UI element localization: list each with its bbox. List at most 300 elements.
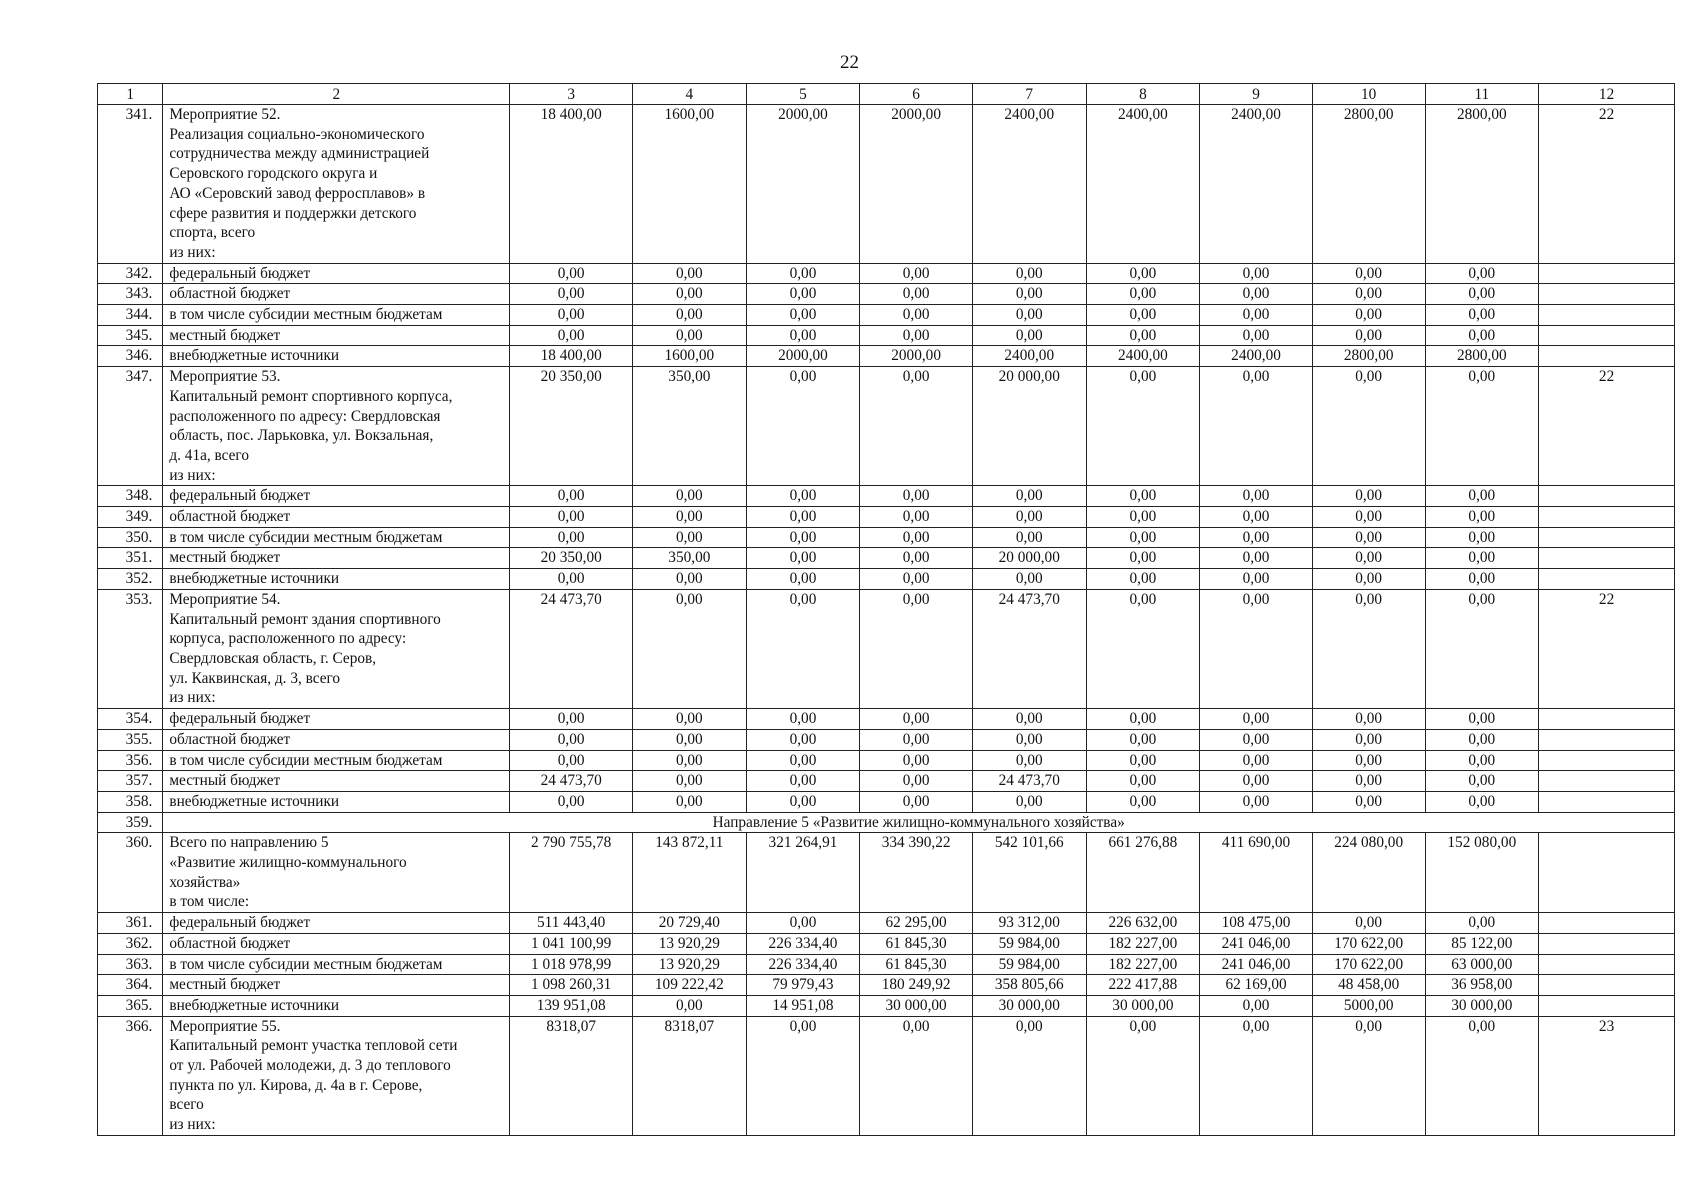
value-cell: 0,00 [1086, 771, 1200, 792]
row-name-line: спорта, всего [169, 224, 256, 242]
value-cell: 0,00 [1086, 325, 1200, 346]
value-cell: 0,00 [1312, 305, 1425, 326]
value-cell: 0,00 [860, 791, 973, 812]
header-cell: 11 [1425, 84, 1539, 105]
row-number: 348. [98, 486, 163, 507]
value-cell: 0,00 [510, 569, 633, 590]
value-cell: 241 046,00 [1200, 933, 1313, 954]
row-name: федеральный бюджет [163, 913, 510, 934]
row-name-line: Мероприятие 54. [169, 590, 281, 608]
value-cell: 0,00 [746, 486, 860, 507]
row-number: 346. [98, 346, 163, 367]
source-row [98, 284, 1675, 305]
source-row [98, 263, 1675, 284]
value-cell: 1600,00 [633, 105, 747, 264]
value-cell: 0,00 [1425, 750, 1539, 771]
value-cell: 0,00 [1425, 486, 1539, 507]
value-cell: 0,00 [633, 486, 747, 507]
value-cell: 0,00 [1200, 729, 1313, 750]
value-cell: 0,00 [746, 263, 860, 284]
value-cell: 48 458,00 [1312, 975, 1425, 996]
value-cell: 0,00 [510, 507, 633, 528]
value-cell: 152 080,00 [1425, 833, 1539, 913]
value-cell: 0,00 [1086, 589, 1200, 708]
row-name [163, 367, 510, 486]
value-cell: 0,00 [1425, 771, 1539, 792]
value-cell: 0,00 [633, 527, 747, 548]
value-cell: 0,00 [1086, 527, 1200, 548]
value-cell: 0,00 [860, 284, 973, 305]
source-row [98, 527, 1675, 548]
reference-cell [1539, 486, 1675, 507]
value-cell: 0,00 [1425, 367, 1539, 486]
value-cell: 0,00 [1312, 750, 1425, 771]
value-cell: 2000,00 [746, 105, 860, 264]
reference-cell [1539, 954, 1675, 975]
row-name: местный бюджет [163, 548, 510, 569]
row-number: 359. [98, 812, 163, 833]
reference-cell [1539, 263, 1675, 284]
row-name: внебюджетные источники [163, 995, 510, 1016]
value-cell: 0,00 [633, 569, 747, 590]
row-number: 352. [98, 569, 163, 590]
value-cell: 0,00 [1312, 1016, 1425, 1135]
reference-cell [1539, 771, 1675, 792]
header-cell: 8 [1086, 84, 1200, 105]
value-cell: 0,00 [1312, 913, 1425, 934]
value-cell: 108 475,00 [1200, 913, 1313, 934]
value-cell: 0,00 [633, 750, 747, 771]
value-cell: 0,00 [860, 709, 973, 730]
value-cell: 0,00 [860, 729, 973, 750]
reference-cell [1539, 791, 1675, 812]
value-cell: 0,00 [1312, 771, 1425, 792]
row-name [163, 833, 510, 913]
value-cell: 2400,00 [1086, 105, 1200, 264]
value-cell: 226 632,00 [1086, 913, 1200, 934]
row-name: местный бюджет [163, 975, 510, 996]
reference-cell [1539, 833, 1675, 913]
value-cell: 0,00 [1312, 486, 1425, 507]
value-cell: 0,00 [746, 709, 860, 730]
value-cell: 170 622,00 [1312, 954, 1425, 975]
value-cell: 2400,00 [1086, 346, 1200, 367]
row-name [163, 1016, 510, 1135]
value-cell: 0,00 [1086, 507, 1200, 528]
row-name-line: Реализация социально-экономического [169, 125, 425, 143]
row-number: 362. [98, 933, 163, 954]
value-cell: 0,00 [1425, 507, 1539, 528]
budget-table [97, 83, 1675, 1136]
reference-cell [1539, 548, 1675, 569]
value-cell: 0,00 [746, 729, 860, 750]
row-number: 345. [98, 325, 163, 346]
value-cell: 139 951,08 [510, 995, 633, 1016]
row-name-line: из них: [169, 689, 216, 707]
row-name-line: от ул. Рабочей молодежи, д. 3 до теплового [169, 1057, 451, 1075]
value-cell: 0,00 [972, 791, 1086, 812]
value-cell: 59 984,00 [972, 954, 1086, 975]
value-cell: 2400,00 [972, 105, 1086, 264]
reference-cell [1539, 284, 1675, 305]
row-number: 350. [98, 527, 163, 548]
value-cell: 0,00 [1200, 589, 1313, 708]
value-cell: 0,00 [860, 263, 973, 284]
value-cell: 0,00 [746, 913, 860, 934]
source-row [98, 709, 1675, 730]
row-name: в том числе субсидии местным бюджетам [163, 305, 510, 326]
value-cell: 0,00 [633, 305, 747, 326]
value-cell: 8318,07 [633, 1016, 747, 1135]
reference-cell [1539, 750, 1675, 771]
value-cell: 24 473,70 [972, 589, 1086, 708]
value-cell: 0,00 [1312, 367, 1425, 486]
reference-cell [1539, 305, 1675, 326]
row-name-line: корпуса, расположенного по адресу: [169, 630, 407, 648]
value-cell: 0,00 [1086, 486, 1200, 507]
value-cell: 62 169,00 [1200, 975, 1313, 996]
row-name-line: сфере развития и поддержки детского [169, 204, 417, 222]
reference-cell: 22 [1539, 105, 1675, 264]
value-cell: 0,00 [633, 791, 747, 812]
value-cell: 18 400,00 [510, 105, 633, 264]
reference-cell [1539, 325, 1675, 346]
value-cell: 0,00 [1425, 709, 1539, 730]
value-cell: 0,00 [510, 527, 633, 548]
row-number: 354. [98, 709, 163, 730]
value-cell: 182 227,00 [1086, 954, 1200, 975]
row-name-line: Капитальный ремонт участка тепловой сети [169, 1037, 458, 1055]
reference-cell [1539, 933, 1675, 954]
reference-cell: 23 [1539, 1016, 1675, 1135]
value-cell: 0,00 [1312, 791, 1425, 812]
header-cell: 9 [1200, 84, 1313, 105]
value-cell: 0,00 [1086, 791, 1200, 812]
value-cell: 2800,00 [1425, 105, 1539, 264]
value-cell: 0,00 [1200, 791, 1313, 812]
reference-cell [1539, 527, 1675, 548]
value-cell: 0,00 [1425, 569, 1539, 590]
row-name-line: АО «Серовский завод ферросплавов» в [169, 184, 426, 202]
value-cell: 109 222,42 [633, 975, 747, 996]
value-cell: 0,00 [1425, 913, 1539, 934]
value-cell: 511 443,40 [510, 913, 633, 934]
value-cell: 0,00 [972, 507, 1086, 528]
header-cell: 12 [1539, 84, 1675, 105]
value-cell: 0,00 [746, 771, 860, 792]
value-cell: 24 473,70 [510, 771, 633, 792]
value-cell: 0,00 [510, 325, 633, 346]
row-number: 343. [98, 284, 163, 305]
value-cell: 0,00 [1200, 527, 1313, 548]
value-cell: 20 350,00 [510, 548, 633, 569]
row-name-line: «Развитие жилищно-коммунального [169, 854, 407, 872]
reference-cell [1539, 346, 1675, 367]
value-cell: 0,00 [510, 486, 633, 507]
value-cell: 143 872,11 [633, 833, 747, 913]
row-name-line: из них: [169, 1116, 216, 1134]
value-cell: 0,00 [1200, 709, 1313, 730]
direction-title: Направление 5 «Развитие жилищно-коммунального хозяйства» [163, 812, 1675, 833]
row-name-line: хозяйства» [169, 873, 241, 891]
value-cell: 0,00 [746, 305, 860, 326]
row-name: областной бюджет [163, 729, 510, 750]
value-cell: 0,00 [1312, 527, 1425, 548]
row-number: 357. [98, 771, 163, 792]
source-row [98, 486, 1675, 507]
value-cell: 1 098 260,31 [510, 975, 633, 996]
value-cell: 0,00 [510, 263, 633, 284]
value-cell: 2000,00 [860, 346, 973, 367]
header-cell: 3 [510, 84, 633, 105]
row-number: 347. [98, 367, 163, 486]
reference-cell: 22 [1539, 589, 1675, 708]
row-name: внебюджетные источники [163, 791, 510, 812]
value-cell: 2000,00 [860, 105, 973, 264]
value-cell: 0,00 [746, 527, 860, 548]
value-cell: 61 845,30 [860, 933, 973, 954]
value-cell: 0,00 [1312, 325, 1425, 346]
header-row [98, 84, 1675, 105]
row-name-line: Серовского городского округа и [169, 165, 378, 183]
value-cell: 0,00 [860, 325, 973, 346]
value-cell: 170 622,00 [1312, 933, 1425, 954]
value-cell: 0,00 [746, 507, 860, 528]
value-cell: 0,00 [972, 486, 1086, 507]
value-cell: 0,00 [746, 791, 860, 812]
value-cell: 0,00 [1312, 284, 1425, 305]
value-cell: 0,00 [1425, 305, 1539, 326]
value-cell: 2800,00 [1312, 105, 1425, 264]
value-cell: 0,00 [633, 995, 747, 1016]
source-row [98, 771, 1675, 792]
value-cell: 0,00 [1312, 709, 1425, 730]
value-cell: 661 276,88 [1086, 833, 1200, 913]
value-cell: 2000,00 [746, 346, 860, 367]
value-cell: 2400,00 [1200, 105, 1313, 264]
row-name-line: Мероприятие 55. [169, 1017, 281, 1035]
header-cell: 6 [860, 84, 973, 105]
row-name-line: Капитальный ремонт здания спортивного [169, 610, 441, 628]
row-number: 356. [98, 750, 163, 771]
row-number: 363. [98, 954, 163, 975]
direction-row [98, 812, 1675, 833]
value-cell: 0,00 [1425, 1016, 1539, 1135]
reference-cell [1539, 975, 1675, 996]
row-name: в том числе субсидии местным бюджетам [163, 954, 510, 975]
value-cell: 0,00 [1200, 284, 1313, 305]
source-row [98, 569, 1675, 590]
source-row [98, 975, 1675, 996]
row-name: областной бюджет [163, 933, 510, 954]
reference-cell [1539, 709, 1675, 730]
value-cell: 180 249,92 [860, 975, 973, 996]
value-cell: 0,00 [510, 791, 633, 812]
value-cell: 14 951,08 [746, 995, 860, 1016]
row-name-line: Мероприятие 53. [169, 368, 281, 386]
value-cell: 358 805,66 [972, 975, 1086, 996]
value-cell: 0,00 [1200, 305, 1313, 326]
source-row [98, 995, 1675, 1016]
value-cell: 0,00 [510, 284, 633, 305]
row-name: в том числе субсидии местным бюджетам [163, 750, 510, 771]
value-cell: 0,00 [860, 486, 973, 507]
value-cell: 0,00 [860, 527, 973, 548]
value-cell: 0,00 [972, 569, 1086, 590]
value-cell: 8318,07 [510, 1016, 633, 1135]
source-row [98, 548, 1675, 569]
value-cell: 85 122,00 [1425, 933, 1539, 954]
row-name: местный бюджет [163, 771, 510, 792]
source-row [98, 507, 1675, 528]
value-cell: 2800,00 [1312, 346, 1425, 367]
row-name: внебюджетные источники [163, 569, 510, 590]
value-cell: 411 690,00 [1200, 833, 1313, 913]
row-name [163, 105, 510, 264]
value-cell: 1 018 978,99 [510, 954, 633, 975]
value-cell: 0,00 [972, 750, 1086, 771]
row-name: в том числе субсидии местным бюджетам [163, 527, 510, 548]
value-cell: 0,00 [1086, 569, 1200, 590]
value-cell: 0,00 [746, 589, 860, 708]
value-cell: 0,00 [972, 325, 1086, 346]
header-cell: 5 [746, 84, 860, 105]
row-number: 353. [98, 589, 163, 708]
value-cell: 0,00 [1200, 569, 1313, 590]
value-cell: 0,00 [972, 1016, 1086, 1135]
value-cell: 2400,00 [972, 346, 1086, 367]
row-name: внебюджетные источники [163, 346, 510, 367]
value-cell: 0,00 [1086, 729, 1200, 750]
row-number: 342. [98, 263, 163, 284]
row-number: 355. [98, 729, 163, 750]
page-number: 22 [840, 52, 859, 73]
row-name: федеральный бюджет [163, 263, 510, 284]
header-cell: 7 [972, 84, 1086, 105]
value-cell: 0,00 [1200, 263, 1313, 284]
value-cell: 0,00 [746, 325, 860, 346]
activity-row [98, 833, 1675, 913]
header-cell: 2 [163, 84, 510, 105]
source-row [98, 750, 1675, 771]
value-cell: 20 350,00 [510, 367, 633, 486]
reference-cell [1539, 995, 1675, 1016]
value-cell: 0,00 [746, 284, 860, 305]
reference-cell [1539, 507, 1675, 528]
value-cell: 1600,00 [633, 346, 747, 367]
value-cell: 0,00 [1200, 771, 1313, 792]
row-name-line: д. 41а, всего [169, 446, 249, 464]
activity-row [98, 1016, 1675, 1135]
value-cell: 0,00 [972, 284, 1086, 305]
row-name: областной бюджет [163, 507, 510, 528]
row-name-line: всего [169, 1096, 204, 1114]
value-cell: 0,00 [633, 771, 747, 792]
value-cell: 24 473,70 [510, 589, 633, 708]
row-number: 341. [98, 105, 163, 264]
row-name-line: Всего по направлению 5 [169, 834, 329, 852]
value-cell: 0,00 [1200, 367, 1313, 486]
value-cell: 30 000,00 [860, 995, 973, 1016]
row-name-line: сотрудничества между администрацией [169, 145, 430, 163]
value-cell: 0,00 [860, 305, 973, 326]
row-name: федеральный бюджет [163, 709, 510, 730]
value-cell: 0,00 [860, 548, 973, 569]
value-cell: 0,00 [510, 305, 633, 326]
value-cell: 18 400,00 [510, 346, 633, 367]
value-cell: 222 417,88 [1086, 975, 1200, 996]
value-cell: 0,00 [1200, 995, 1313, 1016]
value-cell: 30 000,00 [1425, 995, 1539, 1016]
row-name-line: Мероприятие 52. [169, 106, 281, 123]
value-cell: 241 046,00 [1200, 954, 1313, 975]
value-cell: 0,00 [633, 589, 747, 708]
value-cell: 2400,00 [1200, 346, 1313, 367]
value-cell: 350,00 [633, 367, 747, 486]
value-cell: 20 000,00 [972, 367, 1086, 486]
value-cell: 0,00 [972, 527, 1086, 548]
value-cell: 0,00 [746, 367, 860, 486]
value-cell: 2 790 755,78 [510, 833, 633, 913]
value-cell: 0,00 [1312, 569, 1425, 590]
value-cell: 20 000,00 [972, 548, 1086, 569]
row-name-line: в том числе: [169, 893, 250, 911]
row-number: 366. [98, 1016, 163, 1135]
row-name-line: пункта по ул. Кирова, д. 4а в г. Серове, [169, 1076, 423, 1094]
source-row [98, 791, 1675, 812]
value-cell: 5000,00 [1312, 995, 1425, 1016]
value-cell: 0,00 [1200, 486, 1313, 507]
value-cell: 0,00 [1200, 325, 1313, 346]
row-number: 364. [98, 975, 163, 996]
value-cell: 0,00 [633, 284, 747, 305]
row-name-line: из них: [169, 466, 216, 484]
value-cell: 0,00 [860, 589, 973, 708]
value-cell: 0,00 [972, 709, 1086, 730]
value-cell: 0,00 [860, 771, 973, 792]
value-cell: 0,00 [1086, 750, 1200, 771]
source-row [98, 913, 1675, 934]
value-cell: 36 958,00 [1425, 975, 1539, 996]
value-cell: 0,00 [510, 709, 633, 730]
value-cell: 0,00 [1312, 263, 1425, 284]
value-cell: 0,00 [1312, 548, 1425, 569]
row-name-line: ул. Каквинская, д. 3, всего [169, 669, 341, 687]
header-cell: 1 [98, 84, 163, 105]
value-cell: 0,00 [510, 750, 633, 771]
value-cell: 226 334,40 [746, 954, 860, 975]
header-cell: 4 [633, 84, 747, 105]
value-cell: 0,00 [633, 729, 747, 750]
value-cell: 0,00 [633, 709, 747, 730]
value-cell: 0,00 [1425, 729, 1539, 750]
value-cell: 0,00 [746, 569, 860, 590]
value-cell: 0,00 [972, 263, 1086, 284]
value-cell: 226 334,40 [746, 933, 860, 954]
value-cell: 224 080,00 [1312, 833, 1425, 913]
value-cell: 30 000,00 [972, 995, 1086, 1016]
value-cell: 0,00 [633, 507, 747, 528]
value-cell: 79 979,43 [746, 975, 860, 996]
reference-cell [1539, 569, 1675, 590]
value-cell: 0,00 [1086, 263, 1200, 284]
value-cell: 0,00 [972, 305, 1086, 326]
value-cell: 20 729,40 [633, 913, 747, 934]
value-cell: 1 041 100,99 [510, 933, 633, 954]
source-row [98, 305, 1675, 326]
row-number: 351. [98, 548, 163, 569]
value-cell: 0,00 [1200, 548, 1313, 569]
